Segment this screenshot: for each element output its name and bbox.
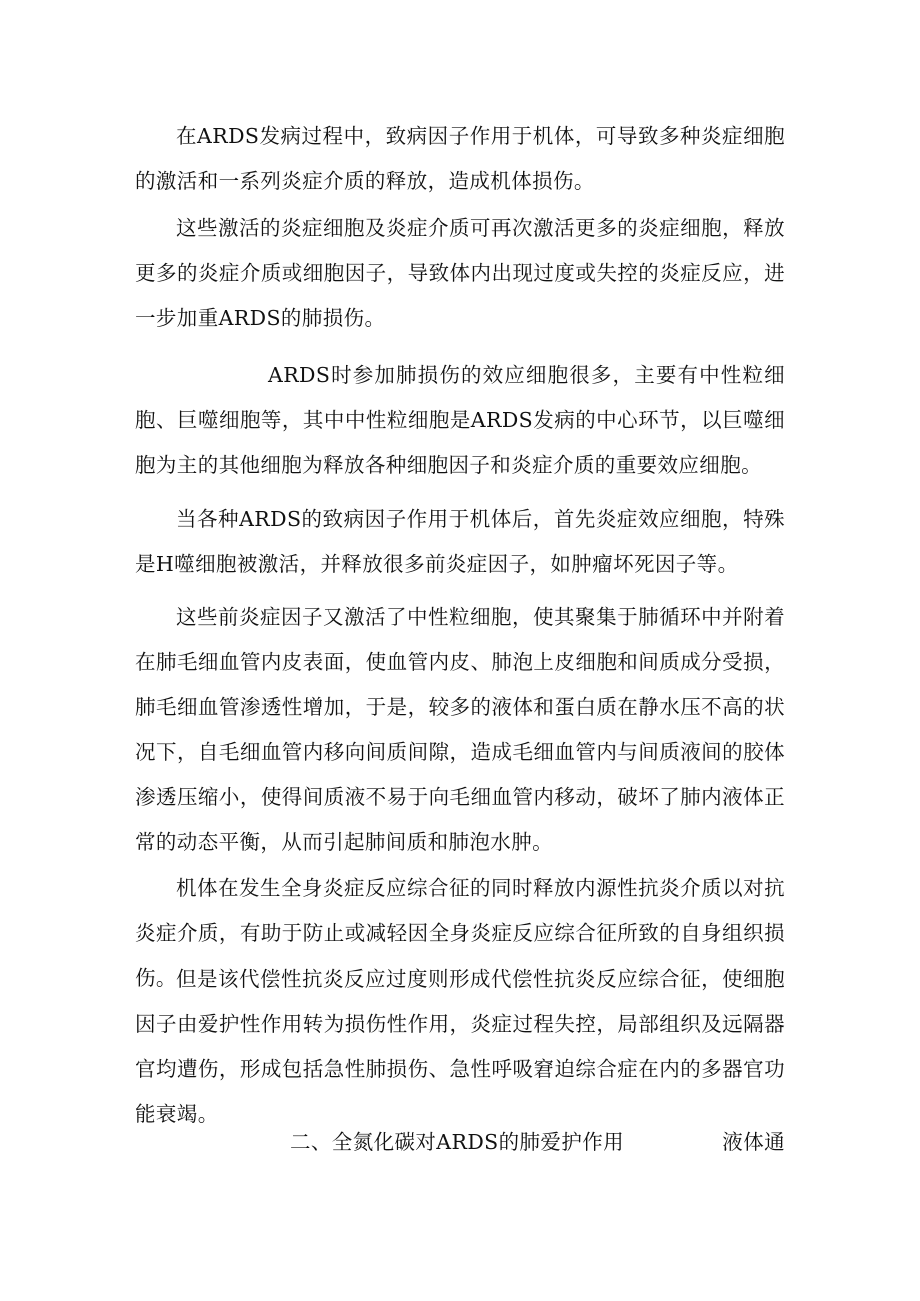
trailing-text: 液体通 bbox=[722, 1130, 785, 1154]
paragraph-macrophage-activation: 当各种ARDS的致病因子作用于机体后，首先炎症效应细胞，特殊是H噬细胞被激活，并释放很多前炎症因子，如肿瘤坏死因子等。 bbox=[135, 507, 785, 576]
paragraph-ards-pathogenesis: 在ARDS发病过程中，致病因子作用于机体，可导致多种炎症细胞的激活和一系列炎症介质的释放，造成机体损伤。 bbox=[135, 124, 785, 193]
paragraph-inflammation-amplification: 这些激活的炎症细胞及炎症介质可再次激活更多的炎症细胞，释放更多的炎症介质或细胞因子，导致体内出现过度或失控的炎症反应，进一步加重ARDS的肺损伤。 bbox=[135, 216, 785, 330]
paragraph-compensatory-response: 但是该代偿性抗炎反应过度则形成代偿性抗炎反应综合征，使细胞因子由爱护性作用转为损伤性作用，炎症过程失控，局部组织及远隔器官均遭伤，形成包括急性肺损伤、急性呼吸窘迫综合症在内的多器官功能衰竭。 bbox=[135, 967, 785, 1126]
paragraph-neutrophil-edema: 这些前炎症因子又激活了中性粒细胞，使其聚集于肺循环中并附着在肺毛细血管内皮表面，使血管内皮、肺泡上皮细胞和间质成分受损，肺毛细血管渗透性增加，于是，较多的液体和蛋白质在静水压不高的状况下，自毛细血管内移向间质间隙，造成毛细血管内与间质液间的胶体渗透压缩小，使得间质液不易于向毛细血管内移动，破坏了肺内液体正常的动态平衡，从而引起肺间质和肺泡水肿。 bbox=[135, 605, 785, 854]
section-heading: 二、全氮化碳对ARDS的肺爱护作用 bbox=[290, 1130, 625, 1154]
section-heading-row bbox=[135, 1120, 785, 1165]
paragraph-anti-inflammatory: 机体在发生全身炎症反应综合征的同时释放内源性抗炎介质以对抗炎症介质，有助于防止或减轻因全身炎症反应综合征所致的自身组织损伤。 bbox=[135, 876, 785, 990]
paragraph-effector-cells: ARDS时参加肺损伤的效应细胞很多，主要有中性粒细胞、巨噬细胞等，其中中性粒细胞是ARDS发病的中心环节，以巨噬细胞为主的其他细胞为释放各种细胞因子和炎症介质的重要效应细胞。 bbox=[135, 363, 785, 477]
